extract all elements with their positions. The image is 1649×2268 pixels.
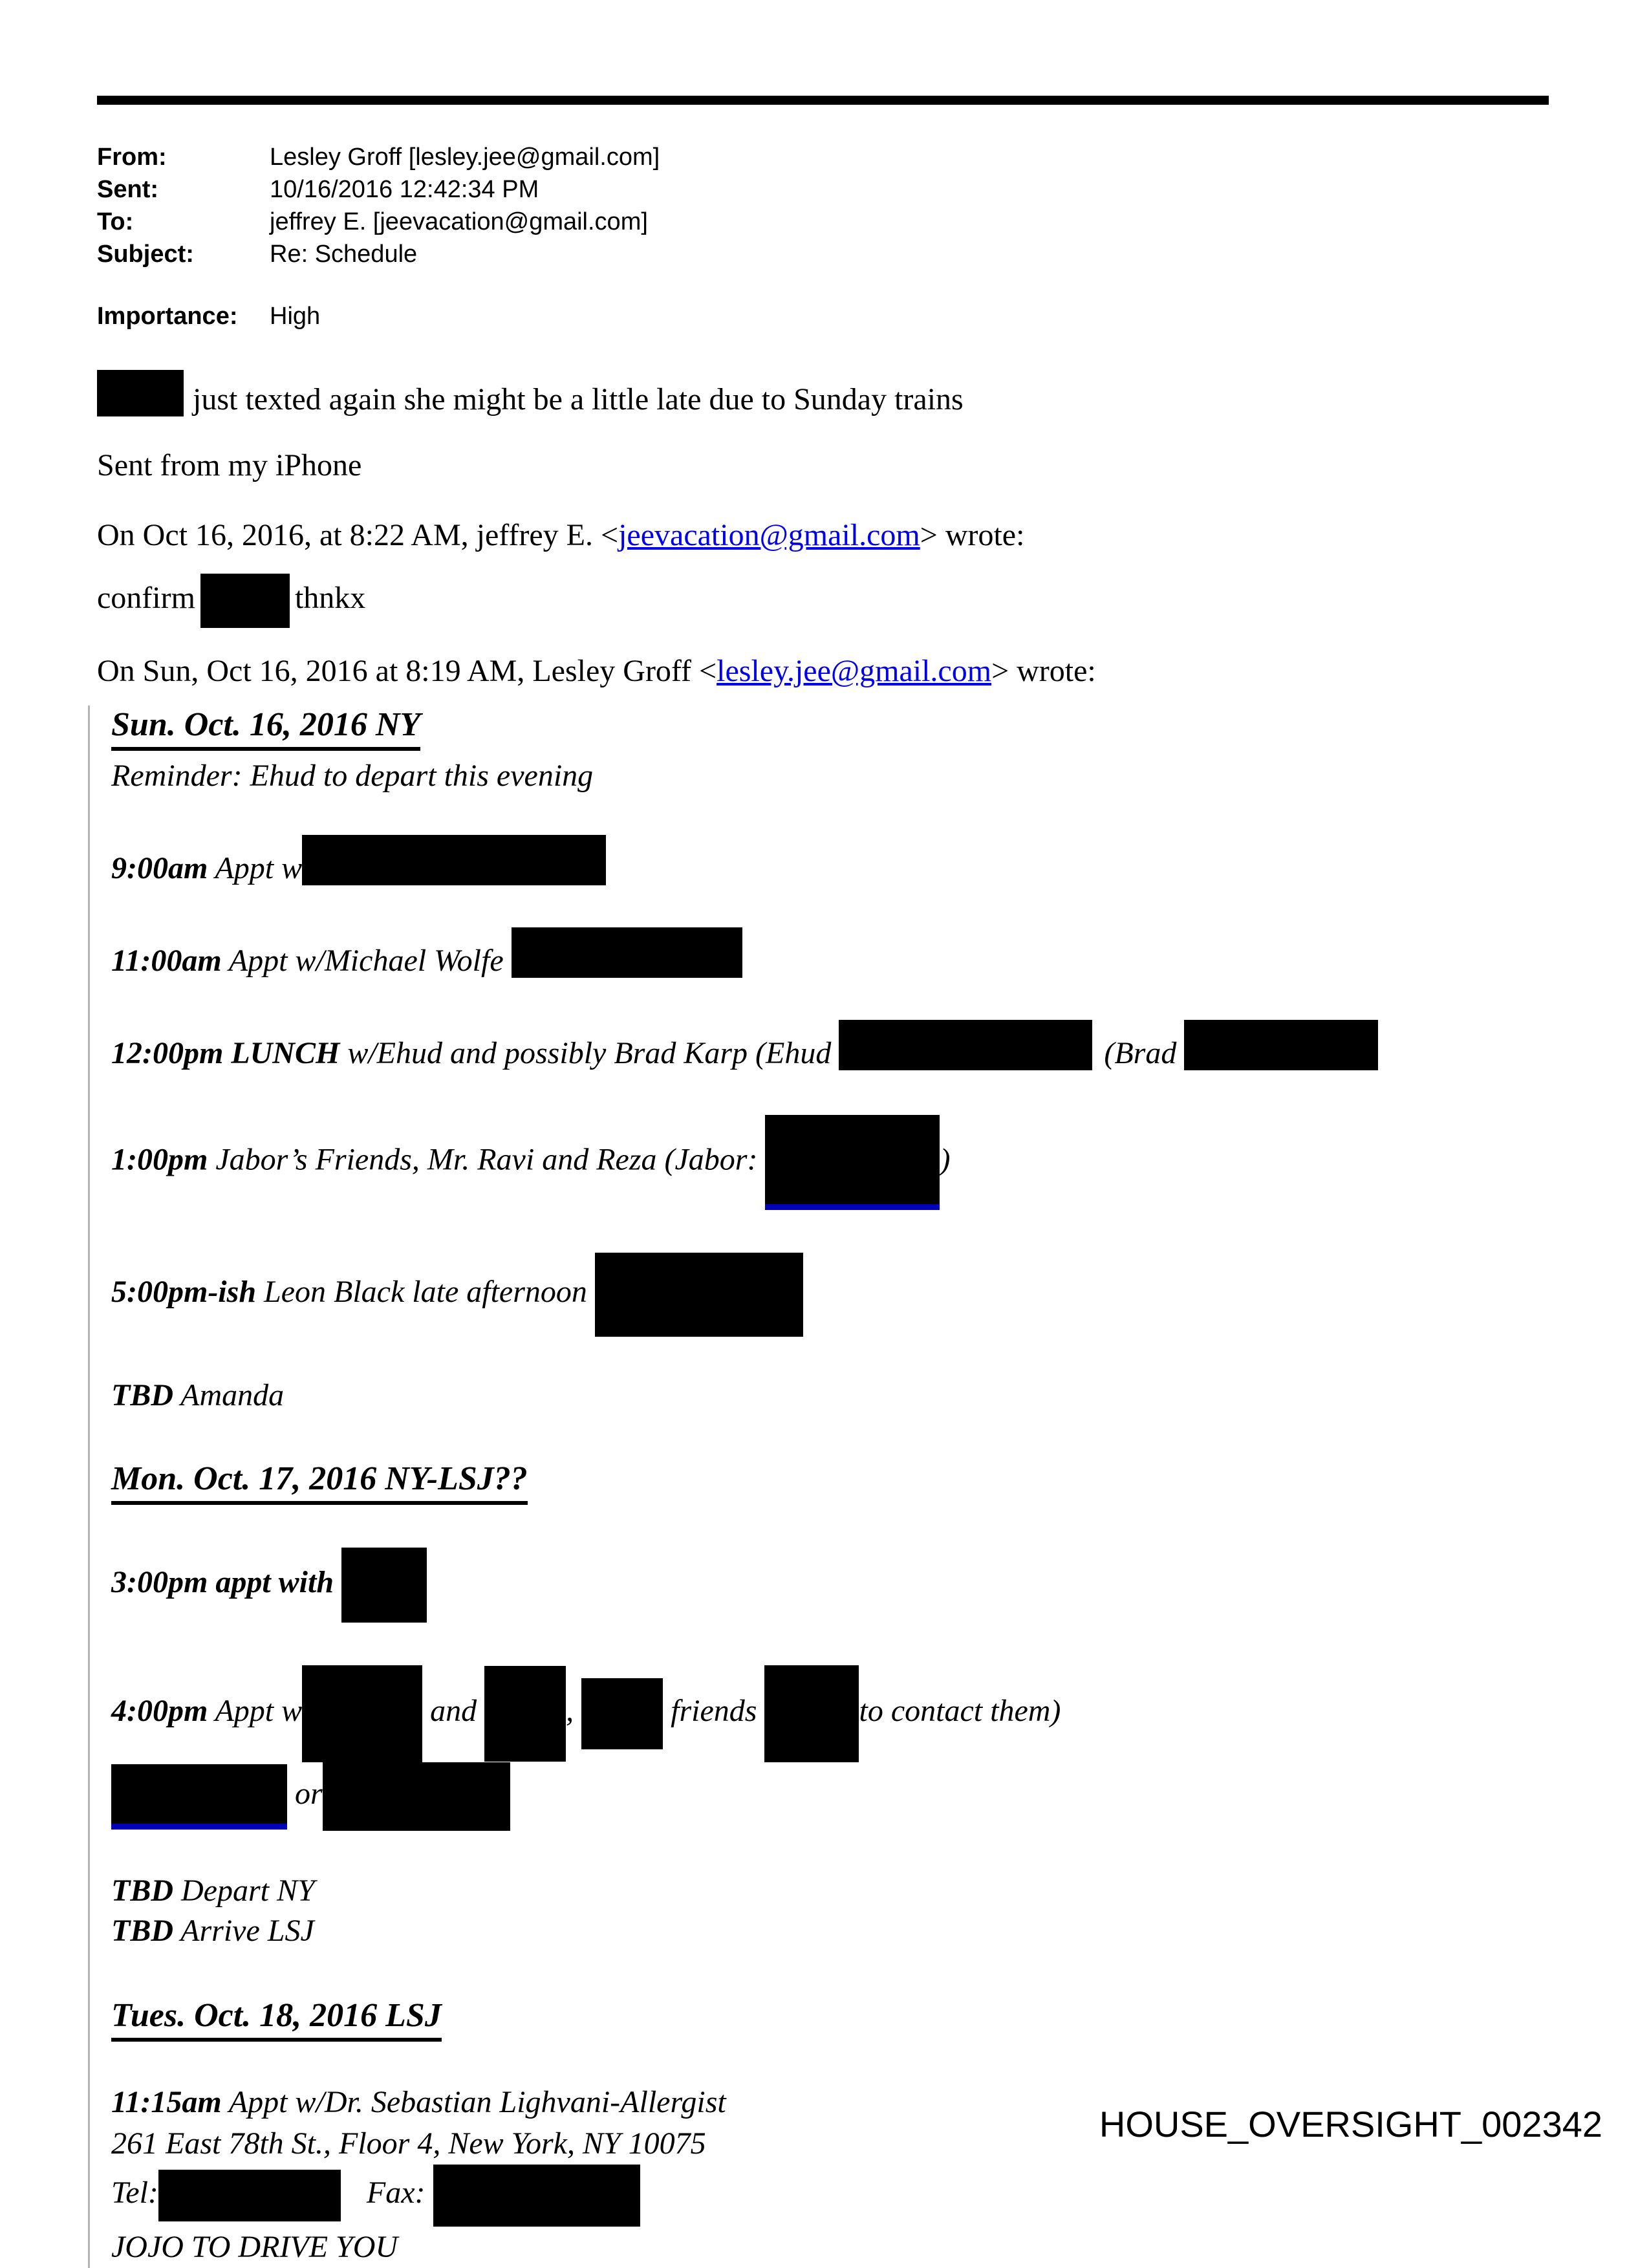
redaction-box <box>839 1020 1092 1070</box>
schedule-entry-9am <box>111 835 1549 887</box>
quote-intro-1-suffix: > wrote: <box>920 518 1025 552</box>
schedule-entry-3pm <box>111 1548 1549 1623</box>
redaction-box <box>581 1678 663 1749</box>
iphone-signature: Sent from my iPhone <box>97 448 362 482</box>
entry-text: Leon Black late afternoon <box>264 1275 587 1310</box>
redaction-box <box>302 1665 422 1762</box>
header-row-importance <box>97 300 1549 332</box>
entry-time: 1:00pm <box>111 1142 208 1177</box>
day-heading-sunday: Sun. Oct. 16, 2016 NY <box>111 706 420 751</box>
entry-text-or: or <box>295 1777 323 1811</box>
quote-intro-2 <box>97 653 1549 690</box>
schedule-entry-4pm <box>111 1665 1549 1831</box>
redaction-box <box>1184 1020 1378 1070</box>
reminder-line: Reminder: Ehud to depart this evening <box>111 759 594 793</box>
to-value: jeffrey E. [jeevacation@gmail.com] <box>270 208 648 235</box>
redaction-box <box>200 574 290 628</box>
entry-text-comma: , <box>566 1694 574 1729</box>
entry-text: Depart NY <box>181 1874 315 1908</box>
confirm-reply-line <box>97 574 1549 628</box>
redaction-box <box>323 1762 510 1831</box>
to-label: To: <box>97 208 134 235</box>
day-heading-tuesday-wrap <box>111 1996 1549 2042</box>
entry-text-close-paren: ) <box>940 1142 951 1177</box>
entry-time: 5:00pm-ish <box>111 1275 257 1310</box>
header-divider-bar <box>97 96 1549 105</box>
schedule-entry-tbd-amanda <box>111 1377 1549 1414</box>
redacted-link-box <box>765 1115 940 1210</box>
entry-time: TBD <box>111 1378 173 1412</box>
entry-time: 3:00pm appt with <box>111 1565 334 1600</box>
entry-time: 11:15am <box>111 2085 222 2119</box>
redaction-box <box>302 835 606 885</box>
schedule-entry-1pm <box>111 1115 1549 1210</box>
header-row-from <box>97 141 1549 173</box>
entry-text: w/Ehud and possibly Brad Karp (Ehud <box>347 1036 832 1070</box>
subject-label: Subject: <box>97 241 194 268</box>
message-text: just texted again she might be a little late due to Sunday trains <box>193 382 964 416</box>
entry-time: 4:00pm <box>111 1694 208 1729</box>
email-header <box>97 141 1549 332</box>
entry-text-brad: (Brad <box>1104 1036 1177 1070</box>
entry-text: Appt w <box>215 851 303 885</box>
day-heading-monday: Mon. Oct. 17, 2016 NY-LSJ?? <box>111 1460 528 1505</box>
entry-text: Arrive LSJ <box>180 1914 314 1948</box>
entry-text: Appt w <box>215 1694 303 1729</box>
importance-value: High <box>270 303 321 330</box>
day-heading-sunday-wrap <box>111 706 1549 751</box>
lesley-email-link[interactable]: lesley.jee@gmail.com <box>717 654 992 688</box>
tbd-travel-block <box>111 1871 1549 1951</box>
quote-intro-1-prefix: On Oct 16, 2016, at 8:22 AM, jeffrey E. < <box>97 518 619 552</box>
header-row-to <box>97 206 1549 238</box>
message-line <box>97 370 1549 418</box>
entry-text: Amanda <box>180 1378 285 1412</box>
entry-time: 11:00am <box>111 944 222 978</box>
day-heading-tuesday: Tues. Oct. 18, 2016 LSJ <box>111 1996 442 2042</box>
from-label: From: <box>97 144 167 171</box>
email-body <box>97 370 1549 2268</box>
bates-number: HOUSE_OVERSIGHT_002342 <box>1099 2104 1602 2144</box>
entry-text-and: and <box>430 1694 477 1729</box>
redacted-link-box <box>111 1764 287 1830</box>
redaction-box <box>764 1665 859 1762</box>
redaction-box <box>512 927 742 978</box>
importance-label: Importance: <box>97 303 238 330</box>
header-row-sent <box>97 173 1549 206</box>
entry-text-friends: friends <box>671 1694 757 1729</box>
entry-time: 9:00am <box>111 851 208 885</box>
quote-intro-1 <box>97 517 1549 554</box>
redaction-box <box>433 2165 640 2227</box>
schedule-entry-12pm-lunch <box>111 1020 1549 1072</box>
entry-text: Jabor’s Friends, Mr. Ravi and Reza (Jabor: <box>215 1142 758 1177</box>
jeevacation-email-link[interactable]: jeevacation@gmail.com <box>618 518 920 552</box>
entry-time: 12:00pm LUNCH <box>111 1036 340 1070</box>
confirm-text: confirm <box>97 581 195 616</box>
schedule-entry-5pm <box>111 1253 1549 1337</box>
redaction-box <box>595 1253 803 1337</box>
redaction-box <box>158 2170 341 2221</box>
doctor-address: 261 East 78th St., Floor 4, New York, NY 10075 <box>111 2126 706 2161</box>
entry-text: Appt w/Dr. Sebastian Lighvani-Allergist <box>228 2085 726 2119</box>
quote-intro-2-prefix: On Sun, Oct 16, 2016 at 8:19 AM, Lesley Groff < <box>97 654 717 688</box>
subject-value: Re: Schedule <box>270 241 418 268</box>
entry-time: TBD <box>111 1914 173 1948</box>
thnkx-text: thnkx <box>294 581 366 616</box>
entry-text: Appt w/Michael Wolfe <box>228 944 504 978</box>
redaction-box <box>97 370 184 416</box>
redaction-box <box>341 1548 427 1623</box>
entry-time: TBD <box>111 1874 173 1908</box>
fax-label: Fax: <box>366 2176 426 2210</box>
day-heading-monday-wrap <box>111 1460 1549 1505</box>
from-value: Lesley Groff [lesley.jee@gmail.com] <box>270 144 660 171</box>
schedule-entry-11am <box>111 927 1549 980</box>
sent-label: Sent: <box>97 176 158 203</box>
header-row-subject <box>97 238 1549 270</box>
sent-value: 10/16/2016 12:42:34 PM <box>270 176 539 203</box>
quoted-schedule <box>88 706 1549 2268</box>
entry-text-contact: to contact them) <box>859 1694 1061 1729</box>
quote-intro-2-suffix: > wrote: <box>991 654 1096 688</box>
redaction-box <box>484 1666 566 1762</box>
jojo-note: JOJO TO DRIVE YOU <box>111 2230 398 2264</box>
tel-label: Tel: <box>111 2176 158 2210</box>
